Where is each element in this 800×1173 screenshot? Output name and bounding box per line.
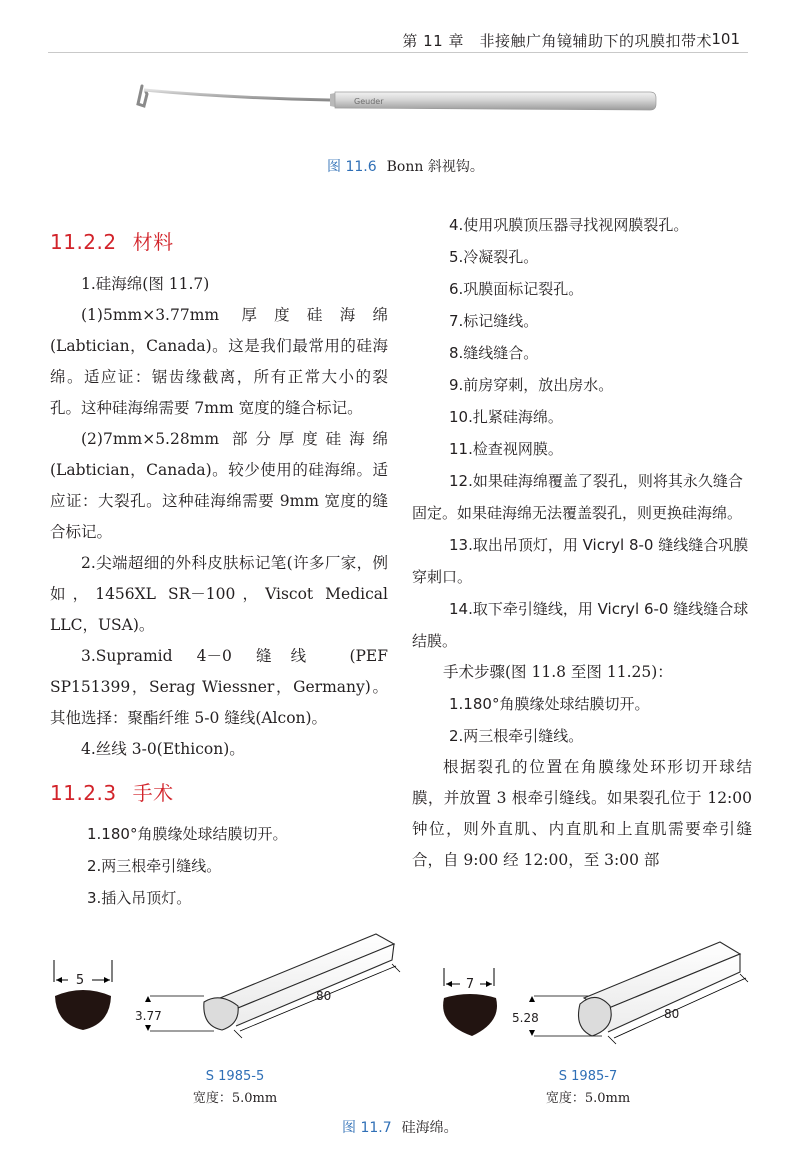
list-item: 9.前房穿刺，放出房水。	[449, 376, 614, 394]
list-item: 11.检查视网膜。	[449, 440, 563, 458]
length-dimension: 80	[664, 1007, 680, 1021]
page-number: 101	[711, 30, 740, 48]
paragraph: (1)5mm×3.77mm 厚度硅海绵(Labtician，Canada)。这是我们最常用的硅海绵。适应证：锯齿缘截离，所有正常大小的裂孔。这种硅海绵需要 7mm 宽度的缝合标记。	[50, 306, 388, 417]
bonn-hook-figure	[130, 80, 670, 150]
paragraph: 3.Supramid 4－0 缝线 (PEF SP151399，Serag Wiessner，Germany)。其他选择：聚酯纤维 5-0 缝线(Alcon)。	[50, 647, 388, 727]
brand-engraving: Geuder	[354, 97, 384, 106]
width-dimension: 5	[75, 973, 85, 988]
section-title: 材料	[132, 230, 174, 254]
silicone-sponge-figure	[40, 920, 760, 1120]
procedure-steps-2	[412, 688, 752, 752]
chapter-title: 第 11 章 非接触广角镜辅助下的巩膜扣带术	[402, 32, 712, 50]
list-item: 2.两三根牵引缝线。	[87, 857, 222, 875]
list-item: 1.180°角膜缘处球结膜切开。	[87, 825, 288, 843]
sponge-note: 宽度：5.0mm	[192, 1091, 278, 1106]
sponge-code: S 1985-5	[205, 1069, 265, 1084]
height-dimension: 3.77	[135, 1009, 162, 1023]
list-item: 3.插入吊顶灯。	[87, 889, 192, 907]
paragraph: 4.丝线 3-0(Ethicon)。	[81, 740, 245, 758]
figure-label: 图 11.6	[327, 159, 377, 175]
paragraph: 1.硅海绵(图 11.7)	[81, 275, 210, 293]
width-dimension: 7	[465, 977, 475, 992]
list-item: 2.两三根牵引缝线。	[449, 727, 584, 745]
figure-caption-text: Bonn 斜视钩。	[386, 159, 484, 175]
sponge-note: 宽度：5.0mm	[545, 1091, 631, 1106]
paragraph: 2.尖端超细的外科皮肤标记笔(许多厂家，例如，1456XL SR－100，Viscot Medical LLC，USA)。	[50, 554, 388, 634]
figure-11-7-caption	[342, 1117, 458, 1137]
section-number: 11.2.3	[50, 781, 117, 805]
section-heading-surgery	[50, 777, 388, 806]
paragraph: (2)7mm×5.28mm 部分厚度硅海绵(Labtician，Canada)。较少使用的硅海绵。适应证：大裂孔。这种硅海绵需要 9mm 宽度的缝合标记。	[50, 430, 388, 541]
list-item: 6.巩膜面标记裂孔。	[449, 280, 584, 298]
procedure-intro: 手术步骤(图 11.8 至图 11.25)：	[443, 663, 673, 681]
procedure-steps	[412, 209, 752, 657]
sponge-left	[54, 934, 400, 1106]
sponge-right	[443, 942, 748, 1106]
right-column	[412, 209, 752, 876]
surgery-steps	[50, 818, 388, 914]
list-item: 13.取出吊顶灯，用 Vicryl 8-0 缝线缝合巩膜穿刺口。	[412, 536, 749, 586]
left-column	[50, 210, 388, 914]
list-item: 10.扎紧硅海绵。	[449, 408, 563, 426]
figure-label: 图 11.7	[342, 1120, 392, 1136]
list-item: 4.使用巩膜顶压器寻找视网膜裂孔。	[449, 216, 689, 234]
header-rule	[48, 52, 748, 53]
section-title: 手术	[132, 781, 174, 805]
list-item: 12.如果硅海绵覆盖了裂孔，则将其永久缝合固定。如果硅海绵无法覆盖裂孔，则更换硅海绵。	[412, 472, 743, 522]
section-number: 11.2.2	[50, 230, 117, 254]
list-item: 1.180°角膜缘处球结膜切开。	[449, 695, 650, 713]
list-item: 14.取下牵引缝线，用 Vicryl 6-0 缝线缝合球结膜。	[412, 600, 749, 650]
paragraph: 根据裂孔的位置在角膜缘处环形切开球结膜，并放置 3 根牵引缝线。如果裂孔位于 12:00 钟位，则外直肌、内直肌和上直肌需要牵引缝合，自 9:00 经 12:00，至 3:00 部	[412, 758, 752, 869]
list-item: 8.缝线缝合。	[449, 344, 539, 362]
sponge-code: S 1985-7	[558, 1069, 618, 1084]
list-item: 5.冷凝裂孔。	[449, 248, 539, 266]
figure-11-6-caption	[327, 156, 484, 176]
height-dimension: 5.28	[512, 1011, 539, 1025]
list-item: 7.标记缝线。	[449, 312, 539, 330]
length-dimension: 80	[316, 989, 332, 1003]
section-heading-materials	[50, 226, 388, 255]
figure-caption-text: 硅海绵。	[401, 1120, 458, 1136]
